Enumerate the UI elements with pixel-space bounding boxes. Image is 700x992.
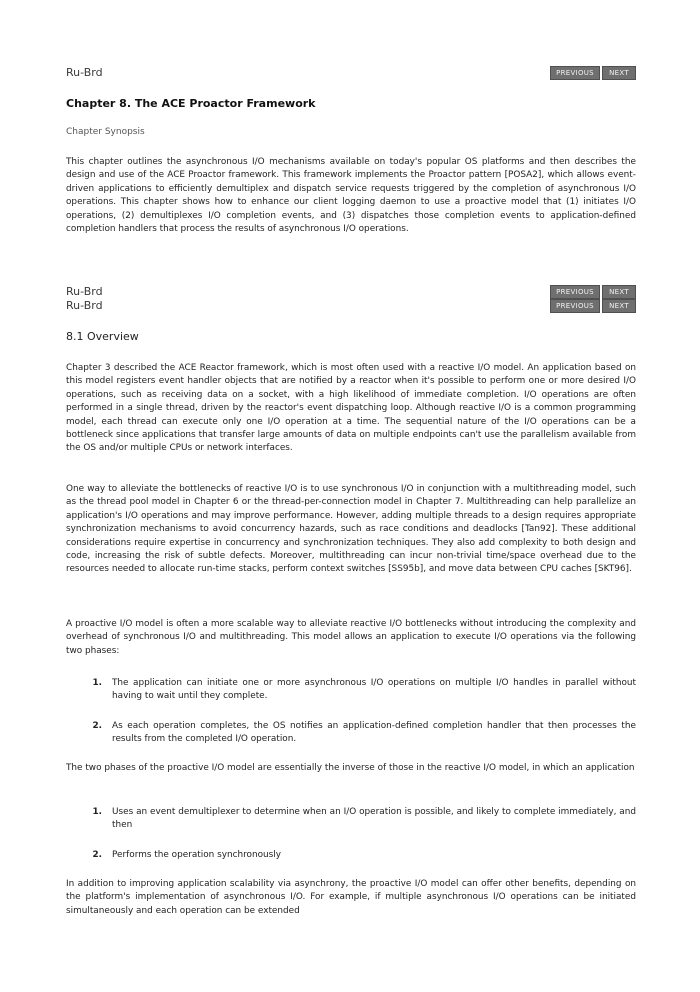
nav-label: Ru-Brd bbox=[66, 66, 103, 79]
list-item bbox=[66, 806, 636, 833]
list-number: 1. bbox=[92, 807, 102, 817]
overview-paragraph-4: The two phases of the proactive I/O model are essentially the inverse of those in the reactive I/O model, in which an application bbox=[66, 763, 635, 773]
top-navbar bbox=[66, 66, 636, 80]
mid-navbar-2 bbox=[66, 299, 636, 313]
list-text: Performs the operation synchronously bbox=[112, 849, 282, 860]
list-number: 2. bbox=[92, 720, 102, 731]
section-title: 8.1 Overview bbox=[66, 330, 139, 343]
overview-paragraph-3: A proactive I/O model is often a more scalable way to alleviate reactive I/O bottlenecks without introducing the complexity and overhead of synchronous I/O and multithreading. This model allows an application to execute I/O operations via the following two phases: bbox=[66, 619, 636, 656]
next-button[interactable]: NEXT bbox=[602, 299, 636, 313]
next-button[interactable]: NEXT bbox=[602, 285, 636, 299]
list-number: 1. bbox=[92, 678, 102, 688]
chapter-title: Chapter 8. The ACE Proactor Framework bbox=[66, 97, 316, 110]
overview-paragraph-2: One way to alleviate the bottlenecks of reactive I/O is to use synchronous I/O in conjunction with a multithreading model, such as the thread pool model in Chapter 6 or the thread-per-connection model in Chapter 7. Multithreading can help parallelize an application's I/O operations and may improve performance. However, adding multiple threads to a design requires appropriate synchronization mechanisms to avoid concurrency hazards, such as race conditions and deadlocks [Tan92]. These additional considerations require expertise in concurrency and synchronization techniques. They also add complexity to both design and code, increasing the risk of subtle defects. Moreover, multithreading can incur non-trivial time/space overhead due to the resources needed to allocate run-time stacks, perform context switches [SS95b], and move data between CPU caches [SKT96]. bbox=[66, 484, 636, 575]
nav-buttons bbox=[550, 66, 636, 80]
list-text: As each operation completes, the OS notifies an application-defined completion handler that then processes the results from the completed I/O operation. bbox=[112, 720, 636, 745]
nav-label: Ru-Brd bbox=[66, 285, 103, 298]
nav-buttons bbox=[550, 285, 636, 299]
previous-button[interactable]: PREVIOUS bbox=[550, 285, 600, 299]
list-number: 2. bbox=[92, 849, 102, 860]
previous-button[interactable]: PREVIOUS bbox=[550, 299, 600, 313]
next-button[interactable]: NEXT bbox=[602, 66, 636, 80]
reactive-steps-list bbox=[66, 806, 636, 862]
list-item bbox=[66, 720, 636, 747]
synopsis-paragraph: This chapter outlines the asynchronous I/O mechanisms available on today's popular OS platforms and then describes the design and use of the ACE Proactor framework. This framework implements the Proactor pattern [POSA2], which allows event-driven applications to efficiently demultiplex and dispatch service requests triggered by the completion of asynchronous I/O operations. This chapter shows how to enhance our client logging daemon to use a proactive model that (1) initiates I/O operations, (2) demultiplexes I/O completion events, and (3) dispatches those completion events to application-defined completion handlers that process the results of asynchronous I/O operations. bbox=[66, 157, 636, 235]
previous-button[interactable]: PREVIOUS bbox=[550, 66, 600, 80]
phases-list bbox=[66, 677, 636, 747]
mid-navbar-1 bbox=[66, 285, 636, 299]
synopsis-heading: Chapter Synopsis bbox=[66, 127, 145, 137]
list-text: Uses an event demultiplexer to determine when an I/O operation is possible, and likely to complete immediately, and then bbox=[112, 807, 636, 831]
list-text: The application can initiate one or more asynchronous I/O operations on multiple I/O handles in parallel without having to wait until they complete. bbox=[112, 678, 636, 702]
list-item bbox=[66, 849, 636, 862]
list-item bbox=[66, 677, 636, 704]
overview-paragraph-1: Chapter 3 described the ACE Reactor framework, which is most often used with a reactive I/O model. An application based on this model registers event handler objects that are notified by a reactor when it's possible to perform one or more desired I/O operations, such as receiving data on a socket, with a high likelihood of immediate completion. I/O operations are often performed in a single thread, driven by the reactor's event dispatching loop. Although reactive I/O is a common programming model, each thread can execute only one I/O operation at a time. The sequential nature of the I/O operations can be a bottleneck since applications that transfer large amounts of data on multiple endpoints can't use the parallelism available from the OS and/or multiple CPUs or network interfaces. bbox=[66, 363, 636, 454]
nav-buttons bbox=[550, 299, 636, 313]
overview-paragraph-5: In addition to improving application scalability via asynchrony, the proactive I/O model can offer other benefits, depending on the platform's implementation of asynchronous I/O. For example, if multiple asynchronous I/O operations can be initiated simultaneously and each operation can be extended bbox=[66, 879, 636, 916]
nav-label: Ru-Brd bbox=[66, 299, 103, 312]
